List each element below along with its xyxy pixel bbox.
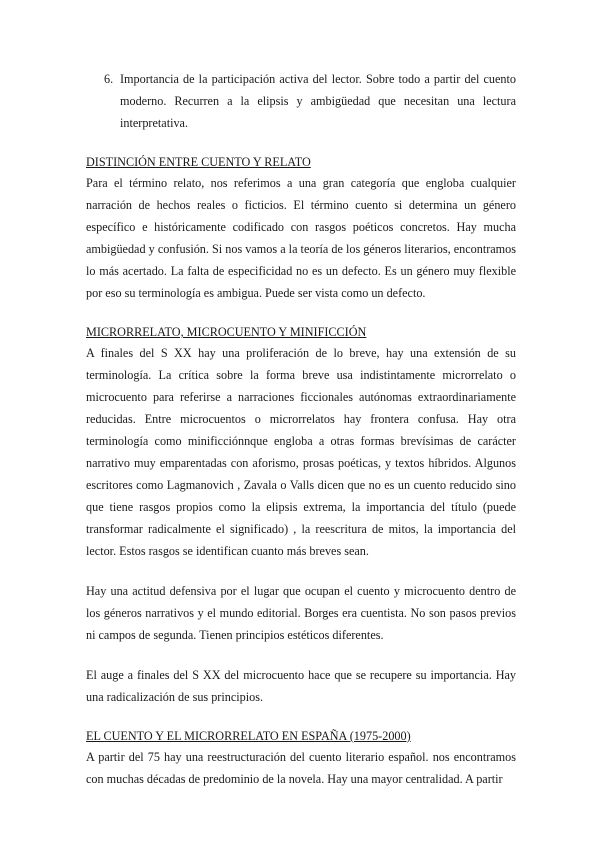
list-number: 6.	[104, 72, 114, 86]
paragraph: A finales del S XX hay una proliferación de lo breve, hay una extensión de su terminología. La crítica sobre la forma breve usa indistintamente microrrelato o microcuento para referirse a narraciones ficcionales autónomas extraordinariamente reducidas. Entre microcuentos o microrrelatos hay frontera confusa. Hay otra terminología como minificciónnque engloba a otras formas brevísimas de carácter narrativo muy emparentadas con aforismo, prosas poéticas, y textos híbridos. Algunos escritores como Lagmanovich , Zavala o Valls dicen que no es un cuento reducido sino que tiene rasgos propios como la elipsis extrema, la importancia del título (puede transformar radicalmente el significado) , la reescritura de mitos, la importancia del lector. Estos rasgos se identifican cuanto más breves sean.	[86, 346, 516, 558]
paragraph: Para el término relato, nos referimos a una gran categoría que engloba cualquier narración de hechos reales o ficticios. El término cuento si determina un género específico e históricamente codificado con rasgos poéticos concretos. Hay mucha ambigüedad y confusión. Si nos vamos a la teoría de los géneros literarios, encontramos lo más acertado. La falta de especificidad no es un defecto. Es un género muy flexible por eso su terminología es ambigua. Puede ser vista como un defecto.	[86, 176, 516, 300]
section-heading-microrrelato: MICRORRELATO, MICROCUENTO Y MINIFICCIÓN	[86, 325, 367, 339]
list-item	[104, 68, 516, 134]
paragraph: A partir del 75 hay una reestructuración del cuento literario español. nos encontramos con muchas décadas de predominio de la novela. Hay una mayor centralidad. A partir	[86, 750, 516, 786]
document-body	[86, 68, 516, 790]
section-heading-cuento-relato: DISTINCIÓN ENTRE CUENTO Y RELATO	[86, 155, 311, 169]
list-text: Importancia de la participación activa del lector. Sobre todo a partir del cuento moderno. Recurren a la elipsis y ambigüedad que necesitan una lectura interpretativa.	[120, 72, 516, 130]
paragraph: El auge a finales del S XX del microcuento hace que se recupere su importancia. Hay una radicalización de sus principios.	[86, 668, 516, 704]
paragraph: Hay una actitud defensiva por el lugar que ocupan el cuento y microcuento dentro de los géneros narrativos y el mundo editorial. Borges era cuentista. No son pasos previos ni campos de segunda. Tienen principios estéticos diferentes.	[86, 584, 516, 642]
section-heading-espana: EL CUENTO Y EL MICRORRELATO EN ESPAÑA (1975-2000)	[86, 729, 411, 743]
